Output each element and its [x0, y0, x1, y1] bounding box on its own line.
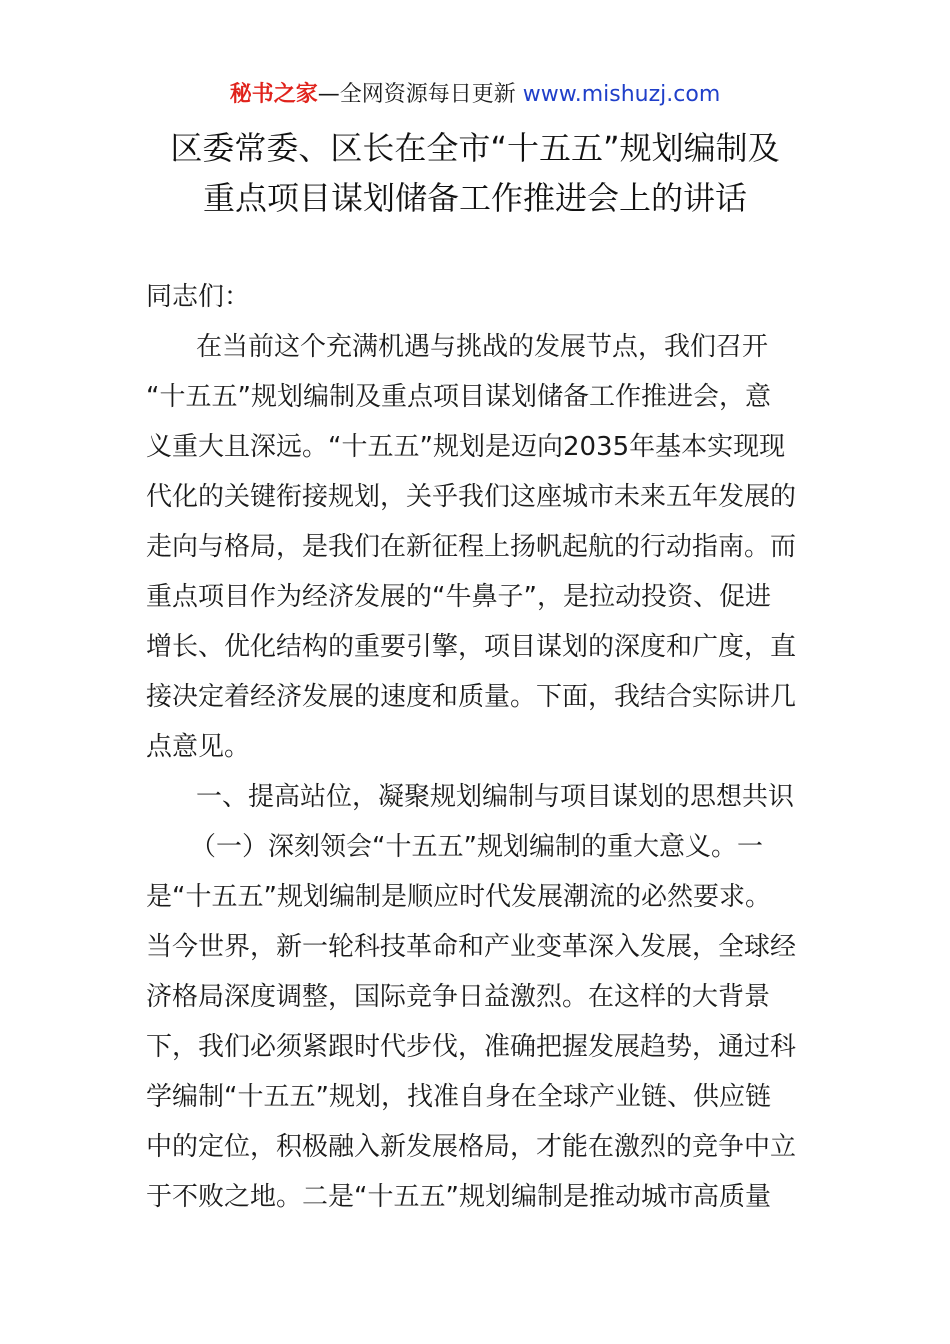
- paragraph-line: 走向与格局，是我们在新征程上扬帆起航的行动指南。而: [146, 532, 797, 562]
- paragraph-line: 点意见。: [146, 732, 251, 762]
- paragraph-line: 济格局深度调整，国际竞争日益激烈。在这样的大背景: [146, 982, 771, 1012]
- paragraph-line: 增长、优化结构的重要引擎，项目谋划的深度和广度，直: [146, 632, 797, 662]
- salutation: 同志们：: [146, 282, 251, 312]
- paragraph-line: 接决定着经济发展的速度和质量。下面，我结合实际讲几: [146, 682, 797, 712]
- document-title-line-1: 区委常委、区长在全市“十五五”规划编制及: [170, 129, 780, 167]
- header-tagline: —全网资源每日更新: [317, 82, 523, 107]
- paragraph-line: 是“十五五”规划编制是顺应时代发展潮流的必然要求。: [146, 882, 771, 912]
- paragraph-line: 当今世界，新一轮科技革命和产业变革深入发展，全球经: [146, 932, 797, 962]
- paragraph-line: 于不败之地。二是“十五五”规划编制是推动城市高质量: [146, 1182, 771, 1212]
- brand-name: 秘书之家: [229, 82, 318, 107]
- site-header: [0, 80, 950, 110]
- paragraph-line: 代化的关键衔接规划，关乎我们这座城市未来五年发展的: [146, 482, 797, 512]
- paragraph-line: 重点项目作为经济发展的“牛鼻子”，是拉动投资、促进: [146, 582, 771, 612]
- document-title-line-2: 重点项目谋划储备工作推进会上的讲话: [202, 179, 747, 217]
- site-url[interactable]: www.mishuzj.com: [522, 82, 721, 107]
- paragraph-line: 在当前这个充满机遇与挑战的发展节点，我们召开: [196, 332, 769, 362]
- paragraph-line: 下，我们必须紧跟时代步伐，准确把握发展趋势，通过科: [146, 1032, 797, 1062]
- paragraph-line: 义重大且深远。“十五五”规划是迈向2035年基本实现现: [146, 432, 786, 462]
- paragraph-line: 中的定位，积极融入新发展格局，才能在激烈的竞争中立: [146, 1132, 797, 1162]
- paragraph-line: “十五五”规划编制及重点项目谋划储备工作推进会，意: [146, 382, 771, 412]
- paragraph-line: （一）深刻领会“十五五”规划编制的重大意义。一: [190, 832, 763, 862]
- section-heading: 一、提高站位，凝聚规划编制与项目谋划的思想共识: [196, 782, 795, 812]
- paragraph-line: 学编制“十五五”规划，找准自身在全球产业链、供应链: [146, 1082, 771, 1112]
